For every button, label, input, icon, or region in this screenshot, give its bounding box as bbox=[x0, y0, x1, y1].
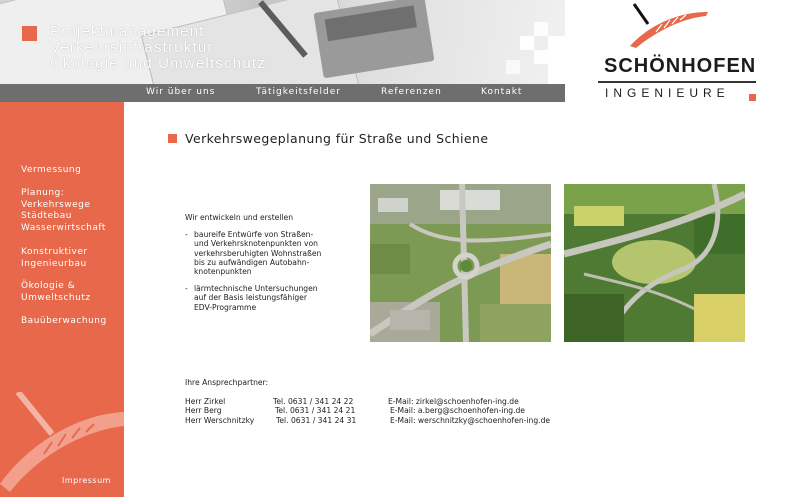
tagline-line: Ökologie und Umweltschutz bbox=[50, 55, 266, 72]
nav-link-kontakt[interactable]: Kontakt bbox=[481, 87, 523, 97]
sidebar-item-vermessung[interactable] bbox=[21, 165, 81, 177]
logo-divider bbox=[598, 81, 756, 83]
header-tagline bbox=[50, 24, 266, 72]
nav-link-referenzen[interactable]: Referenzen bbox=[381, 87, 442, 97]
title-accent-square bbox=[168, 134, 177, 143]
sidebar-item-planung[interactable] bbox=[21, 188, 106, 234]
bullet-dash: - bbox=[185, 230, 188, 240]
tagline-line: Projektmanagement bbox=[50, 23, 205, 40]
logo-subtitle: INGENIEURE bbox=[605, 86, 730, 100]
contact-name: Herr Berg bbox=[185, 406, 222, 416]
intro-text bbox=[185, 213, 355, 320]
bullet-line: knotenpunkten bbox=[194, 267, 252, 277]
sidebar-item-label: Planung: bbox=[21, 188, 65, 198]
bullet-dash: - bbox=[185, 284, 188, 294]
sidebar-item-label: Umweltschutz bbox=[21, 292, 91, 303]
nav-link-wir-ueber-uns[interactable]: Wir über uns bbox=[146, 87, 216, 97]
top-navigation bbox=[0, 84, 565, 102]
sidebar-item-label: Bauüberwachung bbox=[21, 316, 107, 326]
contact-email-link[interactable]: E-Mail: werschnitzky@schoenhofen-ing.de bbox=[390, 415, 551, 425]
sidebar-subitem-staedtebau[interactable]: Städtebau bbox=[21, 211, 72, 221]
table-row bbox=[185, 397, 605, 407]
header-accent-square bbox=[22, 26, 37, 41]
intro-lead: Wir entwickeln und erstellen bbox=[185, 213, 294, 222]
nav-link-taetigkeitsfelder[interactable]: Tätigkeitsfelder bbox=[256, 87, 342, 97]
contact-heading: Ihre Ansprechpartner: bbox=[185, 378, 269, 387]
sidebar-item-label: Konstruktiver bbox=[21, 247, 88, 257]
bullet-line: bis zu aufwändigen Autobahn- bbox=[194, 257, 310, 267]
sidebar bbox=[0, 102, 124, 497]
table-row bbox=[185, 416, 605, 426]
sidebar-subitem-verkehrswege[interactable]: Verkehrswege bbox=[21, 199, 91, 210]
contact-name: Herr Zirkel bbox=[185, 396, 226, 406]
bullet-line: lärmtechnische Untersuchungen bbox=[194, 284, 318, 294]
logo-wordmark[interactable]: SCHÖNHOFEN bbox=[604, 55, 757, 77]
logo-accent-square bbox=[749, 94, 756, 101]
sidebar-item-label: Ingenieurbau bbox=[21, 258, 87, 269]
list-item bbox=[185, 230, 355, 276]
bullet-line: baureife Entwürfe von Straßen- bbox=[194, 230, 314, 240]
tagline-line: Verkehrsinfrastruktur bbox=[50, 39, 214, 56]
bullet-line: EDV-Programme bbox=[194, 302, 257, 312]
page-title: Verkehrswegeplanung für Straße und Schiene bbox=[185, 131, 489, 146]
contact-section bbox=[185, 378, 605, 425]
sidebar-item-oekologie-umweltschutz[interactable] bbox=[21, 281, 91, 304]
list-item bbox=[185, 284, 355, 312]
sidebar-item-label: Ökologie & bbox=[21, 281, 76, 291]
table-row bbox=[185, 406, 605, 416]
bullet-line: und Verkehrsknotenpunkten von bbox=[194, 239, 318, 249]
bullet-line: auf der Basis leistungsfähiger bbox=[194, 293, 307, 303]
sidebar-subitem-wasserwirtschaft[interactable]: Wasserwirtschaft bbox=[21, 222, 106, 233]
sidebar-item-konstruktiver-ingenieurbau[interactable] bbox=[21, 247, 88, 270]
contact-phone: Tel. 0631 / 341 24 21 bbox=[275, 406, 356, 416]
contact-email-link[interactable]: E-Mail: a.berg@schoenhofen-ing.de bbox=[390, 406, 525, 416]
aerial-photo-motorway bbox=[564, 184, 745, 342]
contact-name: Herr Werschnitzky bbox=[185, 415, 255, 425]
contact-email-link[interactable]: E-Mail: zirkel@schoenhofen-ing.de bbox=[388, 396, 519, 406]
impressum-link[interactable]: Impressum bbox=[62, 476, 111, 485]
aerial-photo-junction bbox=[370, 184, 551, 342]
bullet-line: verkehrsberuhigten Wohnstraßen bbox=[194, 248, 322, 258]
sidebar-item-bauueberwachung[interactable] bbox=[21, 316, 107, 328]
contact-phone: Tel. 0631 / 341 24 22 bbox=[273, 396, 354, 406]
contact-phone: Tel. 0631 / 341 24 31 bbox=[276, 415, 357, 425]
swoosh-logo-icon bbox=[622, 2, 712, 52]
sidebar-item-label: Vermessung bbox=[21, 165, 82, 175]
